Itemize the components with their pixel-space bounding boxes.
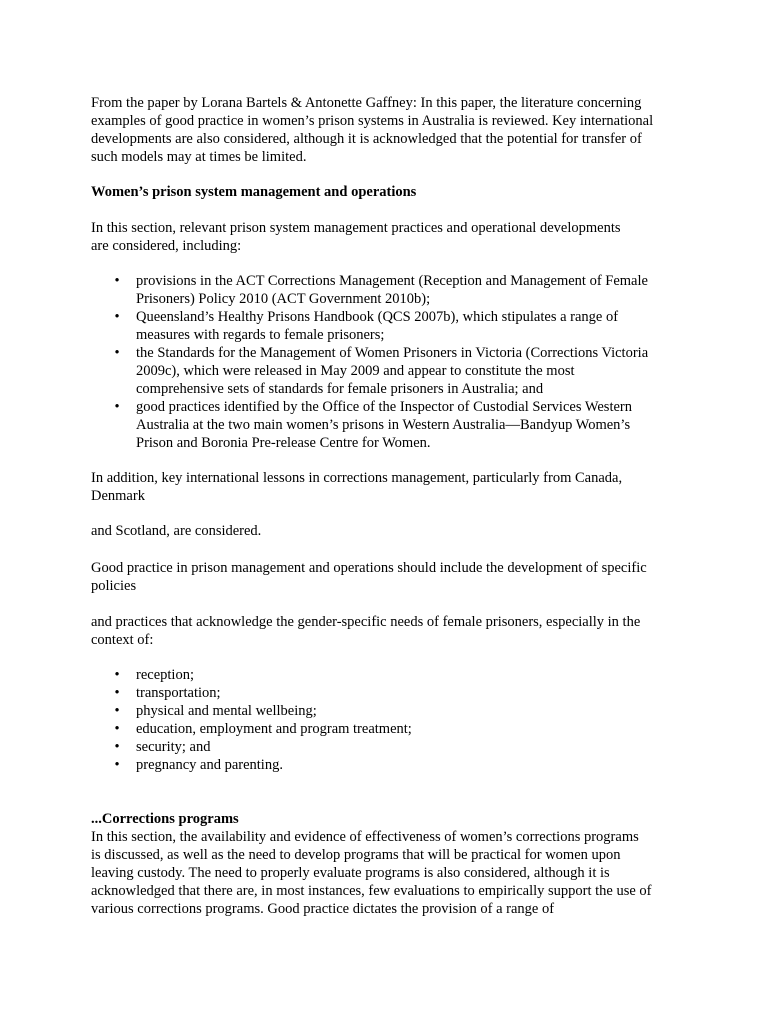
good-practice-paragraph <box>91 559 681 595</box>
list-item-line: measures with regards to female prisoners; <box>136 327 385 343</box>
paragraph-line: context of: <box>91 632 154 648</box>
intro-line: such models may at times be limited. <box>91 149 307 165</box>
list-item-line: provisions in the ACT Corrections Management (Reception and Management of Female <box>136 273 648 289</box>
bullet-icon: • <box>114 399 120 415</box>
paragraph-line: In this section, the availability and evidence of effectiveness of women’s corrections programs <box>91 829 639 845</box>
scotland-paragraph: and Scotland, are considered. <box>91 523 262 539</box>
section1-intro-paragraph <box>91 219 681 255</box>
list-item-line: reception; <box>136 667 194 683</box>
paragraph-line: In this section, relevant prison system management practices and operational developments <box>91 220 621 236</box>
list-item-line: pregnancy and parenting. <box>136 757 283 773</box>
list-item-line: Queensland’s Healthy Prisons Handbook (QCS 2007b), which stipulates a range of <box>136 309 619 325</box>
intro-line: From the paper by Lorana Bartels & Antonette Gaffney: In this paper, the literature concerning <box>91 95 642 111</box>
bullet-icon: • <box>114 309 120 325</box>
policy-bullet-list <box>91 272 648 452</box>
section-heading-operations: Women’s prison system management and operations <box>91 184 417 200</box>
paragraph-line: Good practice in prison management and operations should include the development of specific <box>91 560 647 576</box>
list-item-line: 2009c), which were released in May 2009 and appear to constitute the most <box>136 363 575 379</box>
list-item-line: good practices identified by the Office of the Inspector of Custodial Services Western <box>136 399 632 415</box>
bullet-icon: • <box>114 721 120 737</box>
list-item <box>91 756 412 774</box>
list-item-line: comprehensive sets of standards for female prisoners in Australia; and <box>136 381 544 397</box>
bullet-icon: • <box>114 273 120 289</box>
bullet-icon: • <box>114 757 120 773</box>
bullet-icon: • <box>114 739 120 755</box>
paragraph-line: leaving custody. The need to properly evaluate programs is also considered, although it is <box>91 865 610 881</box>
gender-needs-paragraph <box>91 613 681 649</box>
international-paragraph <box>91 469 681 505</box>
list-item <box>91 738 412 756</box>
list-item <box>91 666 412 684</box>
bullet-icon: • <box>114 667 120 683</box>
list-item <box>91 308 648 344</box>
intro-paragraph <box>91 94 681 166</box>
list-item <box>91 684 412 702</box>
intro-line: developments are also considered, although it is acknowledged that the potential for transfer of <box>91 131 642 147</box>
bullet-icon: • <box>114 703 120 719</box>
list-item-line: Prison and Boronia Pre-release Centre for Women. <box>136 435 431 451</box>
list-item-line: the Standards for the Management of Women Prisoners in Victoria (Corrections Victoria <box>136 345 649 361</box>
paragraph-line: policies <box>91 578 137 594</box>
bullet-icon: • <box>114 345 120 361</box>
paragraph-line: and practices that acknowledge the gender-specific needs of female prisoners, especially in the <box>91 614 641 630</box>
list-item <box>91 344 648 398</box>
list-item <box>91 398 648 452</box>
list-item <box>91 720 412 738</box>
list-item-line: security; and <box>136 739 211 755</box>
paragraph-line: acknowledged that there are, in most instances, few evaluations to empirically support the use of <box>91 883 652 899</box>
list-item-line: Australia at the two main women’s prisons in Western Australia—Bandyup Women’s <box>136 417 631 433</box>
bullet-icon: • <box>114 685 120 701</box>
list-item <box>91 272 648 308</box>
needs-bullet-list <box>91 666 412 774</box>
list-item-line: physical and mental wellbeing; <box>136 703 317 719</box>
paragraph-line: In addition, key international lessons in corrections management, particularly from Canada, <box>91 470 623 486</box>
paragraph-line: are considered, including: <box>91 238 242 254</box>
list-item-line: transportation; <box>136 685 221 701</box>
list-item-line: education, employment and program treatment; <box>136 721 412 737</box>
programs-paragraph <box>91 828 681 918</box>
list-item <box>91 702 412 720</box>
intro-line: examples of good practice in women’s prison systems in Australia is reviewed. Key international <box>91 113 654 129</box>
list-item-line: Prisoners) Policy 2010 (ACT Government 2010b); <box>136 291 431 307</box>
paragraph-line: Denmark <box>91 488 145 504</box>
paragraph-line: is discussed, as well as the need to develop programs that will be practical for women upon <box>91 847 621 863</box>
section-heading-programs: ...Corrections programs <box>91 811 239 827</box>
paragraph-line: various corrections programs. Good practice dictates the provision of a range of <box>91 901 555 917</box>
